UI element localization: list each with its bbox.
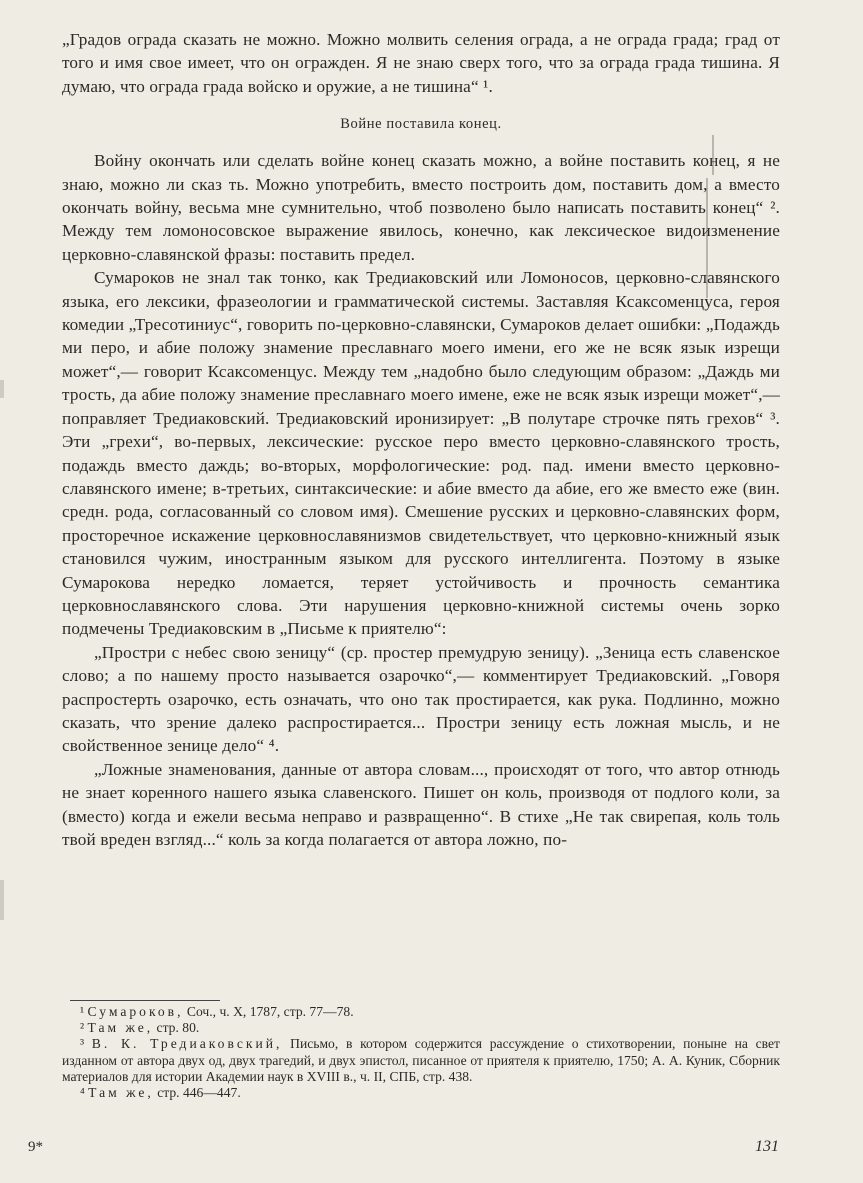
footnote-marker: ¹ — [80, 1004, 85, 1019]
paragraph-3: Сумароков не знал так тонко, как Тредиаковский или Ломоносов, церковно-славянского языка, его лексики, фразеологии и грамматической системы. Заставляя Ксаксоменцуса, героя комедии „Тресотиниус“, говорить по-церковно-славянски, Сумароков делает ошибки: „Подаждь ми перо, и абие положу знамение преславнаго моего имени, его же не всяк язык изрещи может“,— говорит Ксаксоменцус. Между тем „надобно было следующим образом: „Даждь ми трость, да абие положу знамение преславнаго моего имене, еже не всяк язык изрещи может“,— поправляет Тредиаковский. Тредиаковский иронизирует: „В полутаре строчке пять грехов“ ³. Эти „грехи“, во-первых, лексические: русское перо вместо церковно-славянского трость, подаждь вместо даждь; во-вторых, морфологические: род. пад. имени вместо церковно-славянского имене; в-третьих, синтаксические: и абие вместо да абие, его же вместо еже (вин. средн. рода, согласованный со словом имя). Смешение русских и церковно-славянских форм, просторечное искажение церковнославянизмов свидетельствует, что церковно-книжный язык становился чужим, иностранным языком для русского интеллигента. Поэтому в языке Сумарокова нередко ломается, теряет устойчивость и прочность семантика церковнославянского слова. Эти нарушения церковно-книжной системы очень зорко подмечены Тредиаковским в „Письме к приятелю“: — [62, 268, 780, 639]
footnote-2 — [62, 1020, 780, 1036]
section-heading: Войне поставила конец. — [340, 116, 502, 133]
footnote-marker: ³ — [80, 1036, 85, 1052]
footnote-divider — [70, 1000, 220, 1001]
footnote-marker: ⁴ — [80, 1085, 85, 1101]
paragraph-4: „Простри с небес свою зеницу“ (ср. простер премудрую зеницу). „Зеница есть славенское слово; а по нашему просто называется озарочко“,— комментирует Тредиаковский. „Говоря распростерть озарочко, есть означать, что оно так простирается, как рука. Подлинно, можно сказать, что зрение далеко распростирается... Простри зеницу есть ложная мысль, и не свойственное зенице дело“ ⁴. — [62, 642, 780, 756]
paragraph-2: Войну окончать или сделать войне конец сказать можно, а войне поставить конец, я не знаю, можно ли сказ ть. Можно употребить, вместо построить дом, поставить дом, а вместо окончать войну, весьма мне сумнительно, чтоб позволено было написать поставить конец“ ². Между тем ломоносовское выражение явилось, конечно, как лексическое видоизменение церковно-славянской фразы: поставить предел. — [62, 151, 780, 264]
printer-signature: 9* — [28, 1139, 43, 1155]
footnote-author: В. К. Тредиаковский, — [91, 1036, 283, 1052]
footnote-3 — [62, 1036, 780, 1085]
scan-edge-mark — [0, 380, 4, 398]
footnote-text: стр. 446—447. — [157, 1085, 241, 1101]
footnote-author: Сумароков, — [87, 1004, 184, 1019]
footnote-marker: ² — [80, 1020, 85, 1036]
footnote-author: Там же, — [88, 1085, 154, 1101]
footnotes — [62, 1004, 780, 1101]
text-column — [62, 28, 780, 851]
paragraph-5: „Ложные знаменования, данные от автора словам..., происходят от того, что автор отнюдь не знает коренного нашего языка славенского. Пишет он коль, производя от подлого коли, за (вместо) когда и ежели весьма неправо и развращенно“. В стихе „Не так свирепая, коль толь твой вреден взгляд...“ коль за когда полагается от автора ложно, по- — [62, 759, 780, 849]
page-number: 131 — [755, 1138, 779, 1155]
footnote-author: Там же, — [87, 1020, 154, 1036]
footnote-1 — [62, 1004, 780, 1020]
footnote-text: Письмо, в котором содержится рассуждение о стихотворении, поныне на свет изданном от автора двух од, двух трагедий, и двух эпистол, писанное от приятеля к приятелю, 1750; А. А. Куник, Сборник материалов для истории Академии наук в XVIII в., ч. II, СПБ, стр. 438. — [62, 1036, 780, 1084]
paragraph-1: „Градов ограда сказать не можно. Можно молвить селения ограда, а не ограда града; град от того и имя свое имеет, что он огражден. Я не знаю сверх того, что за ограда града тишина. Я думаю, что ограда града войско и оружие, а не тишина“ ¹. — [62, 30, 780, 96]
footnote-text: Соч., ч. X, 1787, стр. 77—78. — [186, 1004, 354, 1019]
scan-edge-mark — [0, 880, 4, 920]
footnote-text: стр. 80. — [156, 1020, 200, 1036]
footnote-4 — [62, 1085, 780, 1101]
